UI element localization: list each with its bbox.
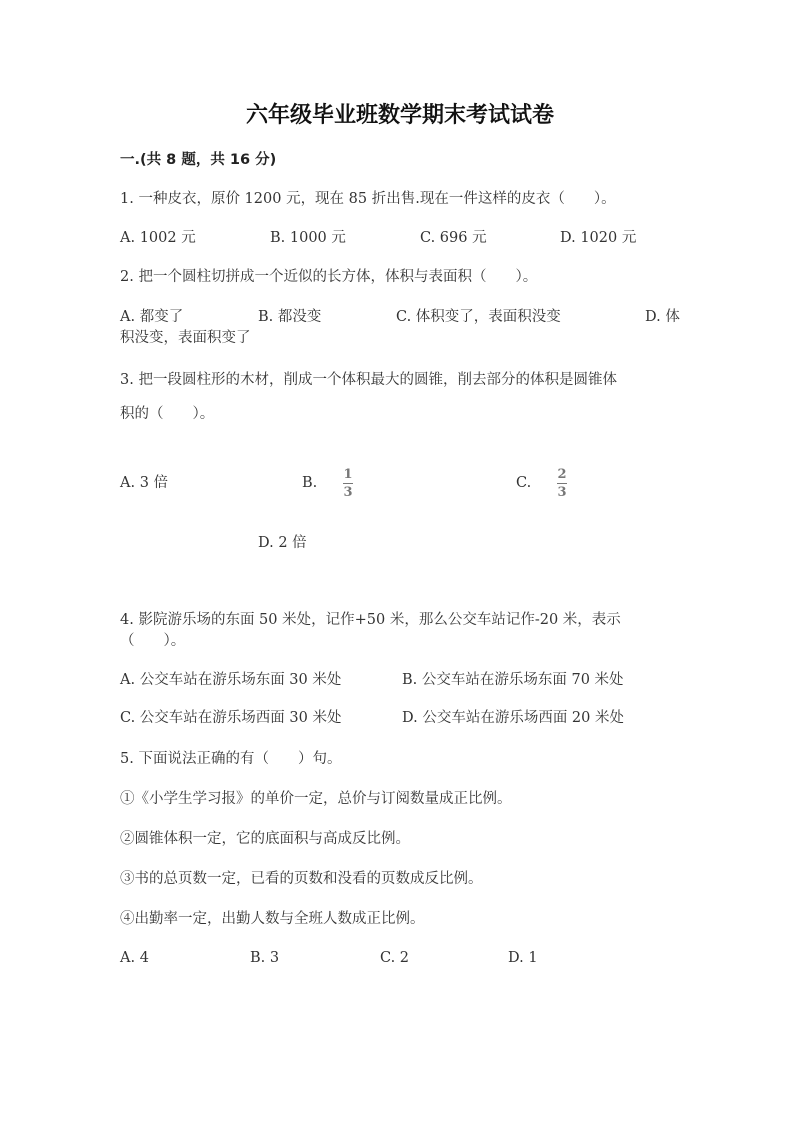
question-5-statement-1: ①《小学生学习报》的单价一定，总价与订阅数量成正比例。 [120,791,512,807]
question-3-stem: 3. 把一段圆柱形的木材，削成一个体积最大的圆锥，削去部分的体积是圆锥体 [120,372,617,388]
question-5-statement-3: ③书的总页数一定，已看的页数和没看的页数成反比例。 [120,871,483,887]
question-4-option-d: D. 公交车站在游乐场西面 20 米处 [402,710,624,726]
question-2-stem: 2. 把一个圆柱切拼成一个近似的长方体，体积与表面积（ ）。 [120,269,538,285]
denominator: 3 [557,485,567,500]
question-2-option-b: B. 都没变 [258,309,322,325]
section-heading: 一.(共 8 题，共 16 分) [120,152,277,168]
question-2-option-c: C. 体积变了，表面积没变 [396,309,561,325]
fraction-bar [343,483,353,484]
fraction-bar [557,483,567,484]
question-4-option-a: A. 公交车站在游乐场东面 30 米处 [120,672,342,688]
question-5-statement-4: ④出勤率一定，出勤人数与全班人数成正比例。 [120,911,425,927]
question-3-option-a: A. 3 倍 [120,475,169,491]
question-4-stem: 4. 影院游乐场的东面 50 米处，记作+50 米，那么公交车站记作-20 米，表示 [120,612,621,628]
numerator: 2 [557,467,567,482]
question-1-stem: 1. 一种皮衣，原价 1200 元，现在 85 折出售.现在一件这样的皮衣（ ）。 [120,191,616,207]
fraction-one-third [343,467,353,500]
question-4-stem-cont: （ ）。 [120,633,186,649]
fraction-two-thirds [557,467,567,500]
question-1-option-d: D. 1020 元 [560,230,637,246]
question-3-stem-cont: 积的（ ）。 [120,406,215,422]
question-3-option-b: B. [302,475,318,491]
question-5-option-b: B. 3 [250,950,280,966]
question-2-option-d-cont: 积没变，表面积变了 [120,330,251,346]
question-3-option-d: D. 2 倍 [258,535,307,551]
question-4-option-c: C. 公交车站在游乐场西面 30 米处 [120,710,342,726]
question-1-option-a: A. 1002 元 [120,230,196,246]
question-5-option-c: C. 2 [380,950,410,966]
question-2-option-d: D. 体 [645,309,680,325]
denominator: 3 [343,485,353,500]
question-3-option-c: C. [516,475,532,491]
question-5-statement-2: ②圆锥体积一定，它的底面积与高成反比例。 [120,831,410,847]
page-title: 六年级毕业班数学期末考试试卷 [245,103,554,128]
question-5-stem: 5. 下面说法正确的有（ ）句。 [120,751,342,767]
question-5-option-a: A. 4 [120,950,149,966]
question-1-option-b: B. 1000 元 [270,230,346,246]
question-5-option-d: D. 1 [508,950,538,966]
numerator: 1 [343,467,353,482]
question-4-option-b: B. 公交车站在游乐场东面 70 米处 [402,672,624,688]
question-1-option-c: C. 696 元 [420,230,487,246]
question-2-option-a: A. 都变了 [120,309,184,325]
